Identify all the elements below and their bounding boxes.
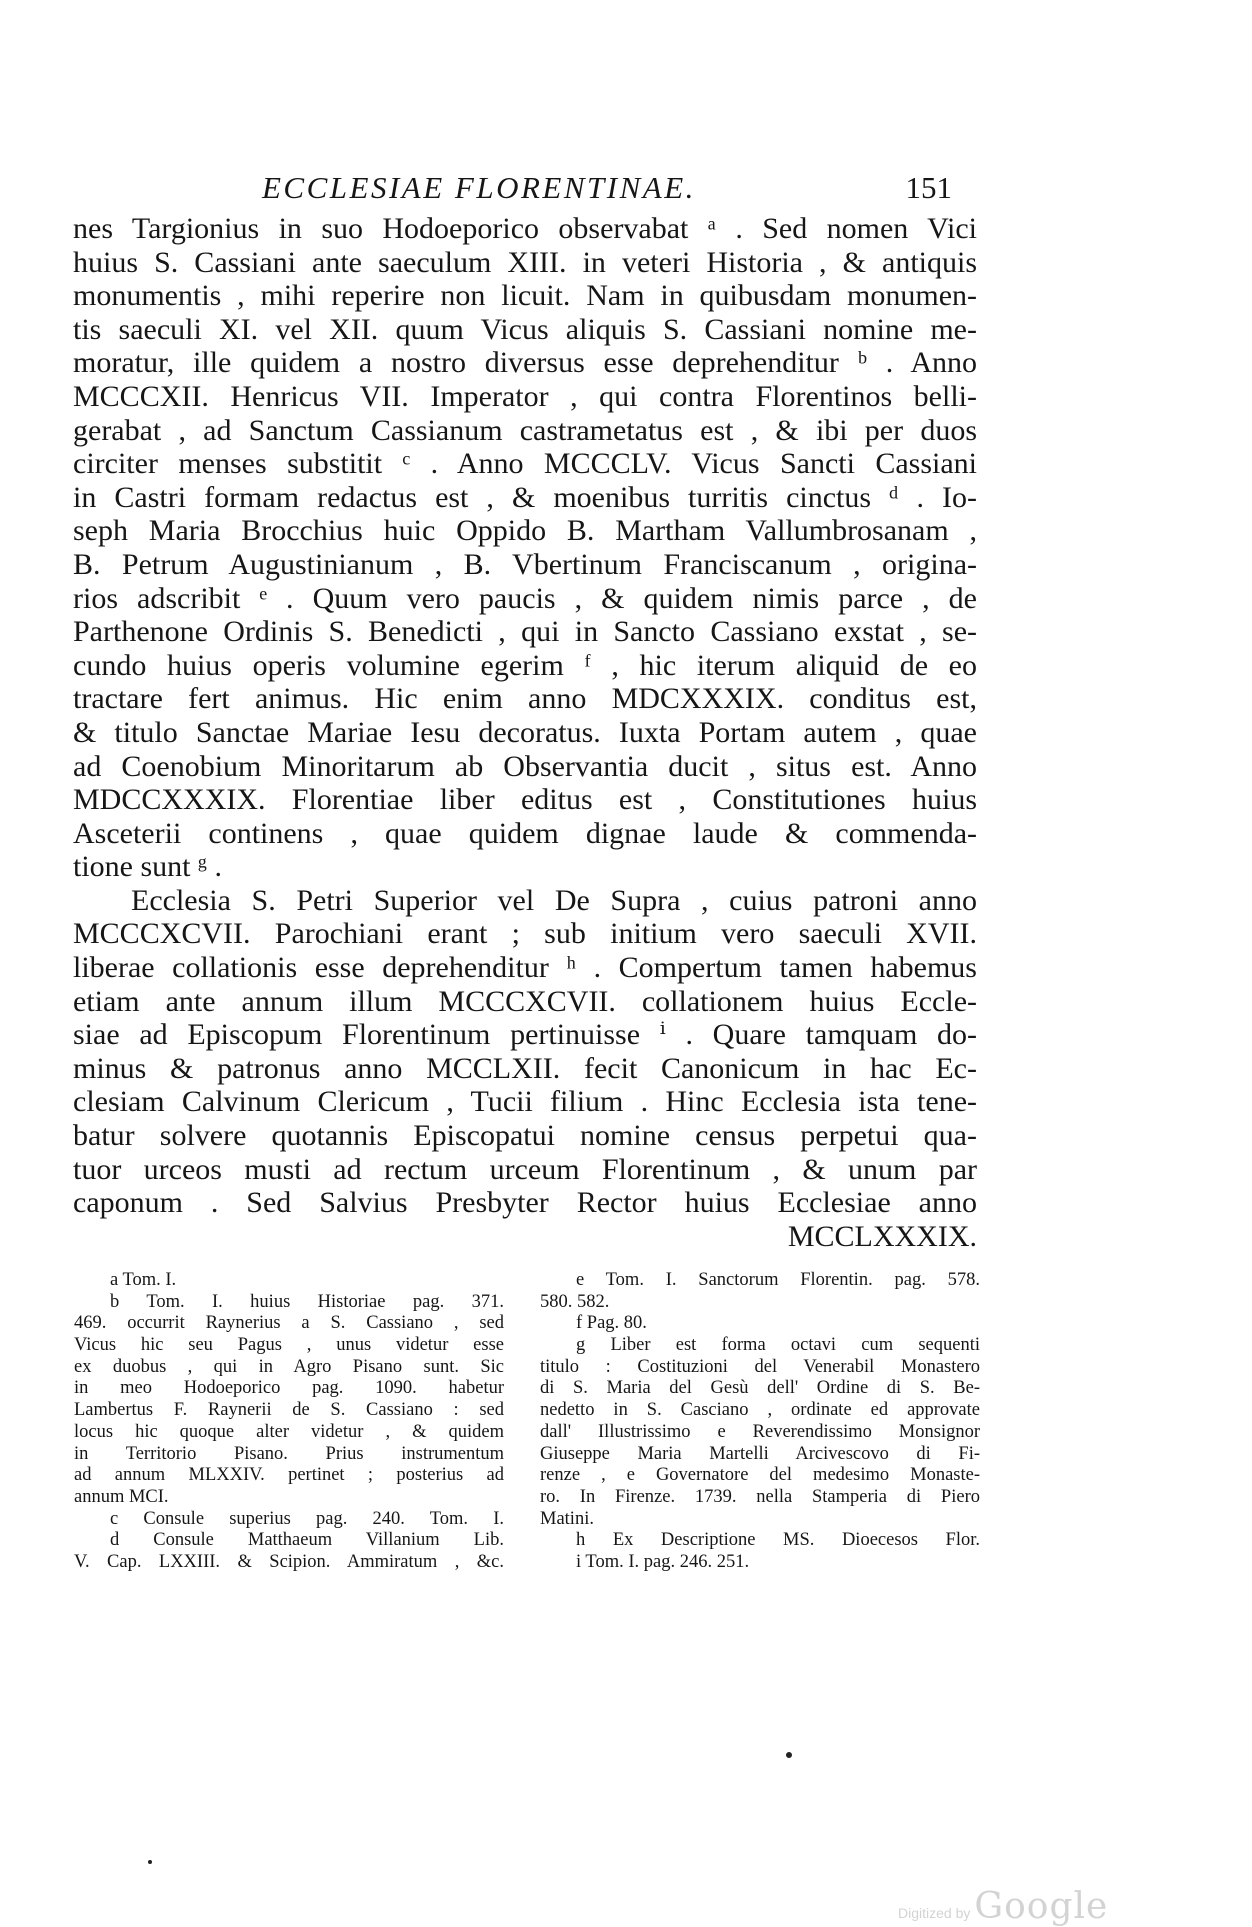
footnote-line: renze , e Governatore del medesimo Monaste- <box>540 1465 980 1486</box>
text-line: tis saeculi XI. vel XII. quum Vicus aliquis S. Cassiani nomine me- <box>73 312 977 346</box>
text-line: caponum . Sed Salvius Presbyter Rector huius Ecclesiae anno <box>73 1186 977 1220</box>
footnote-line: ro. In Firenze. 1739. nella Stamperia di Piero <box>540 1486 980 1507</box>
text-line: Asceterii continens , quae quidem dignae laude & commenda- <box>73 816 977 850</box>
footnote-line: V. Cap. LXXIII. & Scipion. Ammiratum , &c. <box>74 1551 504 1572</box>
text-line: siae ad Episcopum Florentinum pertinuisse ⁱ . Quare tamquam do- <box>73 1018 977 1052</box>
text-line: tione sunt ᵍ . <box>73 850 223 884</box>
text-line: minus & patronus anno MCCLXII. fecit Canonicum in hac Ec- <box>73 1051 977 1085</box>
watermark-small-text: Digitized by <box>898 1905 971 1921</box>
text-line: in Castri formam redactus est , & moenibus turritis cinctus ᵈ . Io- <box>73 480 977 514</box>
ink-speck <box>786 1752 792 1758</box>
footnote-line: dall' Illustrissimo e Reverendissimo Monsignor <box>540 1421 980 1442</box>
footnote-line: b Tom. I. huius Historiae pag. 371. <box>110 1291 504 1312</box>
footnote-line: in Territorio Pisano. Prius instrumentum <box>74 1443 504 1464</box>
footnote-line: ad annum MLXXIV. pertinet ; posterius ad <box>74 1465 504 1486</box>
text-line: MCCCXII. Henricus VII. Imperator , qui contra Florentinos belli- <box>73 379 977 413</box>
text-line: ad Coenobium Minoritarum ab Observantia ducit , situs est. Anno <box>73 749 977 783</box>
footnote-line: locus hic quoque alter videtur , & quidem <box>74 1421 504 1442</box>
text-line: Parthenone Ordinis S. Benedicti , qui in Sancto Cassiano exstat , se- <box>73 615 977 649</box>
text-line: MDCCXXXIX. Florentiae liber editus est , Constitutiones huius <box>73 783 977 817</box>
text-line: MCCLXXXIX. <box>787 1219 977 1253</box>
footnote-line: c Consule superius pag. 240. Tom. I. <box>110 1508 504 1529</box>
text-line: clesiam Calvinum Clericum , Tucii filium . Hinc Ecclesia ista tene- <box>73 1085 977 1119</box>
digitized-watermark <box>898 1886 1108 1927</box>
page-number: 151 <box>905 170 952 205</box>
paragraph-start-line: Ecclesia S. Petri Superior vel De Supra , cuius patroni anno <box>131 883 977 917</box>
footnote-line: in meo Hodoeporico pag. 1090. habetur <box>74 1378 504 1399</box>
text-line: moratur, ille quidem a nostro diversus esse deprehenditur ᵇ . Anno <box>73 346 977 380</box>
footnote-line: i Tom. I. pag. 246. 251. <box>576 1551 750 1572</box>
text-line: cundo huius operis volumine egerim ᶠ , hic iterum aliquid de eo <box>73 648 977 682</box>
watermark-logo-text: Google <box>974 1886 1109 1927</box>
text-line: nes Targionius in suo Hodoeporico observabat ᵃ . Sed nomen Vici <box>73 212 977 245</box>
footnote-line: titulo : Costituzioni del Venerabil Monastero <box>540 1356 980 1377</box>
text-line: B. Petrum Augustinianum , B. Vbertinum Franciscanum , origina- <box>73 547 977 581</box>
text-line: tractare fert animus. Hic enim anno MDCXXXIX. conditus est, <box>73 682 977 716</box>
footnote-line: annum MCI. <box>74 1486 169 1507</box>
footnote-line: f Pag. 80. <box>576 1313 647 1334</box>
footnote-line: di S. Maria del Gesù dell' Ordine di S. Be- <box>540 1378 980 1399</box>
text-line: etiam ante annum illum MCCCXCVII. collationem huius Eccle- <box>73 984 977 1018</box>
footnote-line: Lambertus F. Raynerii de S. Cassiano : sed <box>74 1400 504 1421</box>
text-line: seph Maria Brocchius huic Oppido B. Martham Vallumbrosanam , <box>73 514 977 548</box>
footnote-line: 580. 582. <box>540 1291 610 1312</box>
footnote-line: Giuseppe Maria Martelli Arcivescovo di Fi- <box>540 1443 980 1464</box>
footnote-line: Matini. <box>540 1508 594 1529</box>
text-line: & titulo Sanctae Mariae Iesu decoratus. Iuxta Portam autem , quae <box>73 715 977 749</box>
text-line: huius S. Cassiani ante saeculum XIII. in veteri Historia , & antiquis <box>73 245 977 279</box>
footnote-line: nedetto in S. Casciano , ordinate ed approvate <box>540 1400 980 1421</box>
footnotes-left-column <box>74 1270 504 1574</box>
footnote-line: g Liber est forma octavi cum sequenti <box>576 1335 980 1356</box>
text-line: batur solvere quotannis Episcopatui nomine census perpetui qua- <box>73 1119 977 1153</box>
footnote-line: h Ex Descriptione MS. Dioecesos Flor. <box>576 1530 980 1551</box>
page-header <box>262 168 952 212</box>
text-line: MCCCXCVII. Parochiani erant ; sub initium vero saeculi XVII. <box>73 917 977 951</box>
footnote-line: 469. occurrit Raynerius a S. Cassiano , sed <box>74 1313 504 1334</box>
footnote-line: Vicus hic seu Pagus , unus videtur esse <box>74 1335 504 1356</box>
text-line: gerabat , ad Sanctum Cassianum castrametatus est , & ibi per duos <box>73 413 977 447</box>
footnote-line: a Tom. I. <box>110 1270 177 1290</box>
ink-speck <box>148 1860 152 1864</box>
main-text-block <box>73 212 977 1253</box>
text-line: monumentis , mihi reperire non licuit. Nam in quibusdam monumen- <box>73 279 977 313</box>
footnotes-right-column <box>540 1270 980 1574</box>
footnote-line: d Consule Matthaeum Villanium Lib. <box>110 1530 504 1551</box>
footnote-line: e Tom. I. Sanctorum Florentin. pag. 578. <box>576 1270 980 1290</box>
text-line: liberae collationis esse deprehenditur ʰ . Compertum tamen habemus <box>73 951 977 985</box>
footnote-line: ex duobus , qui in Agro Pisano sunt. Sic <box>74 1356 504 1377</box>
running-title: ECCLESIAE FLORENTINAE. <box>262 170 696 205</box>
text-line: rios adscribit ᵉ . Quum vero paucis , & quidem nimis parce , de <box>73 581 977 615</box>
text-line: tuor urceos musti ad rectum urceum Florentinum , & unum par <box>73 1152 977 1186</box>
text-line: circiter menses substitit ᶜ . Anno MCCCLV. Vicus Sancti Cassiani <box>73 447 977 481</box>
